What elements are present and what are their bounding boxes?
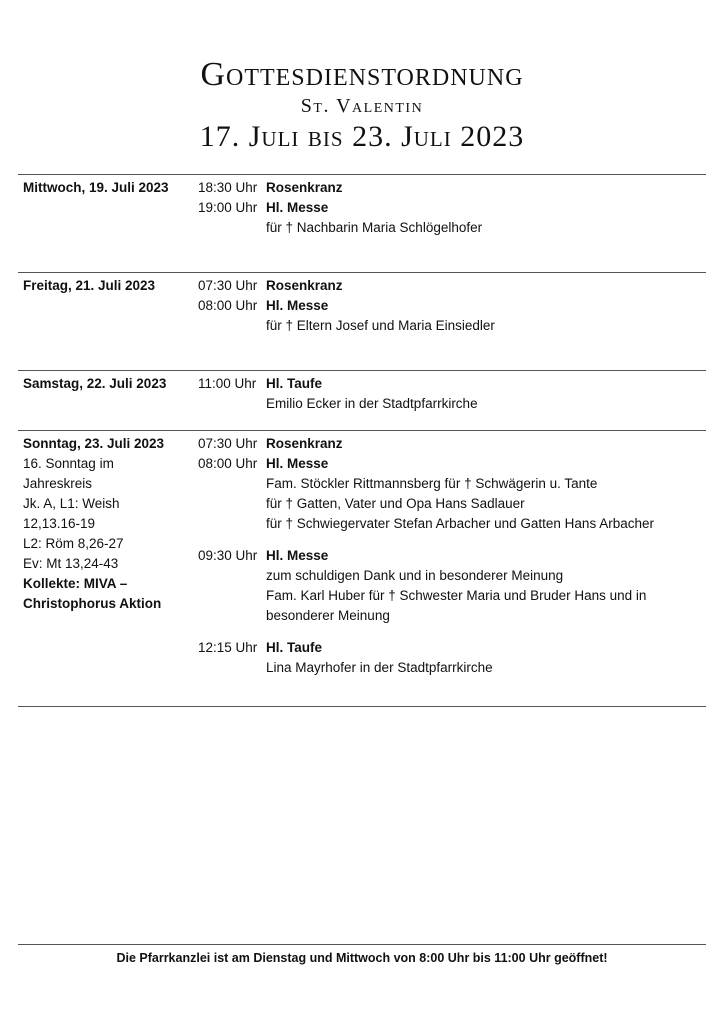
day-sunday (18, 430, 706, 706)
event-name: Hl. Messe (266, 200, 329, 215)
divider (18, 706, 706, 707)
event-item (198, 178, 706, 198)
liturgy-note: L2: Röm 8,26-27 (23, 536, 124, 551)
day-friday (18, 272, 706, 370)
event-name: Rosenkranz (266, 278, 343, 293)
parish-name: St. Valentin (300, 95, 424, 117)
collection-note: Kollekte: MIVA – (23, 576, 128, 591)
event-time: 11:00 Uhr (198, 376, 257, 391)
liturgy-note: 16. Sonntag im (23, 456, 114, 471)
event-time: 07:30 Uhr (198, 436, 258, 451)
liturgy-note: Jahreskreis (23, 476, 93, 491)
event-item (198, 454, 706, 474)
event-intention: für † Gatten, Vater und Opa Hans Sadlauer (266, 496, 525, 511)
event-time: 19:00 Uhr (198, 200, 258, 215)
event-name: Hl. Messe (266, 548, 329, 563)
event-item (198, 198, 706, 218)
office-hours-notice: Die Pfarrkanzlei ist am Dienstag und Mittwoch von 8:00 Uhr bis 11:00 Uhr geöffnet! (116, 951, 608, 965)
event-list (198, 434, 706, 678)
event-time: 18:30 Uhr (198, 180, 258, 195)
day-date: Samstag, 22. Juli 2023 (23, 376, 167, 391)
footer-divider (18, 944, 706, 945)
event-name: Hl. Taufe (266, 376, 323, 391)
event-time: 09:30 Uhr (198, 548, 258, 563)
liturgy-note: Jk. A, L1: Weish (23, 496, 120, 511)
day-date: Sonntag, 23. Juli 2023 (23, 436, 165, 451)
event-intention: zum schuldigen Dank und in besonderer Meinung (266, 568, 564, 583)
event-item (198, 276, 706, 296)
collection-note: Christophorus Aktion (23, 596, 162, 611)
page-header (0, 58, 724, 154)
event-name: Hl. Messe (266, 456, 329, 471)
day-saturday (18, 370, 706, 430)
event-intention: Emilio Ecker in der Stadtpfarrkirche (266, 396, 478, 411)
day-date: Freitag, 21. Juli 2023 (23, 278, 156, 293)
event-intention: für † Schwiegervater Stefan Arbacher und Gatten Hans Arbacher (266, 516, 654, 531)
event-intention: für † Eltern Josef und Maria Einsiedler (266, 318, 495, 333)
event-item (198, 638, 706, 658)
event-intention: Fam. Stöckler Rittmannsberg für † Schwägerin u. Tante (266, 476, 598, 491)
event-time: 12:15 Uhr (198, 640, 258, 655)
event-time: 08:00 Uhr (198, 298, 258, 313)
event-list (198, 276, 706, 336)
date-range: 17. Juli bis 23. Juli 2023 (199, 120, 525, 153)
event-item (198, 434, 706, 454)
day-wednesday (18, 174, 706, 272)
event-time: 07:30 Uhr (198, 278, 258, 293)
event-item (198, 296, 706, 316)
event-name: Hl. Taufe (266, 640, 323, 655)
event-intention: Fam. Karl Huber für † Schwester Maria und Bruder Hans und in (266, 588, 647, 603)
liturgy-note: Ev: Mt 13,24-43 (23, 556, 119, 571)
event-time: 08:00 Uhr (198, 456, 258, 471)
day-date: Mittwoch, 19. Juli 2023 (23, 180, 169, 195)
event-intention: Lina Mayrhofer in der Stadtpfarrkirche (266, 660, 493, 675)
event-intention: besonderer Meinung (266, 608, 390, 623)
event-item (198, 374, 706, 394)
event-list (198, 374, 706, 414)
event-intention: für † Nachbarin Maria Schlögelhofer (266, 220, 483, 235)
event-name: Hl. Messe (266, 298, 329, 313)
page-title: Gottesdienstordnung (200, 56, 524, 93)
event-list (198, 178, 706, 238)
liturgy-note: 12,13.16-19 (23, 516, 96, 531)
event-item (198, 546, 706, 566)
event-name: Rosenkranz (266, 436, 343, 451)
event-name: Rosenkranz (266, 180, 343, 195)
